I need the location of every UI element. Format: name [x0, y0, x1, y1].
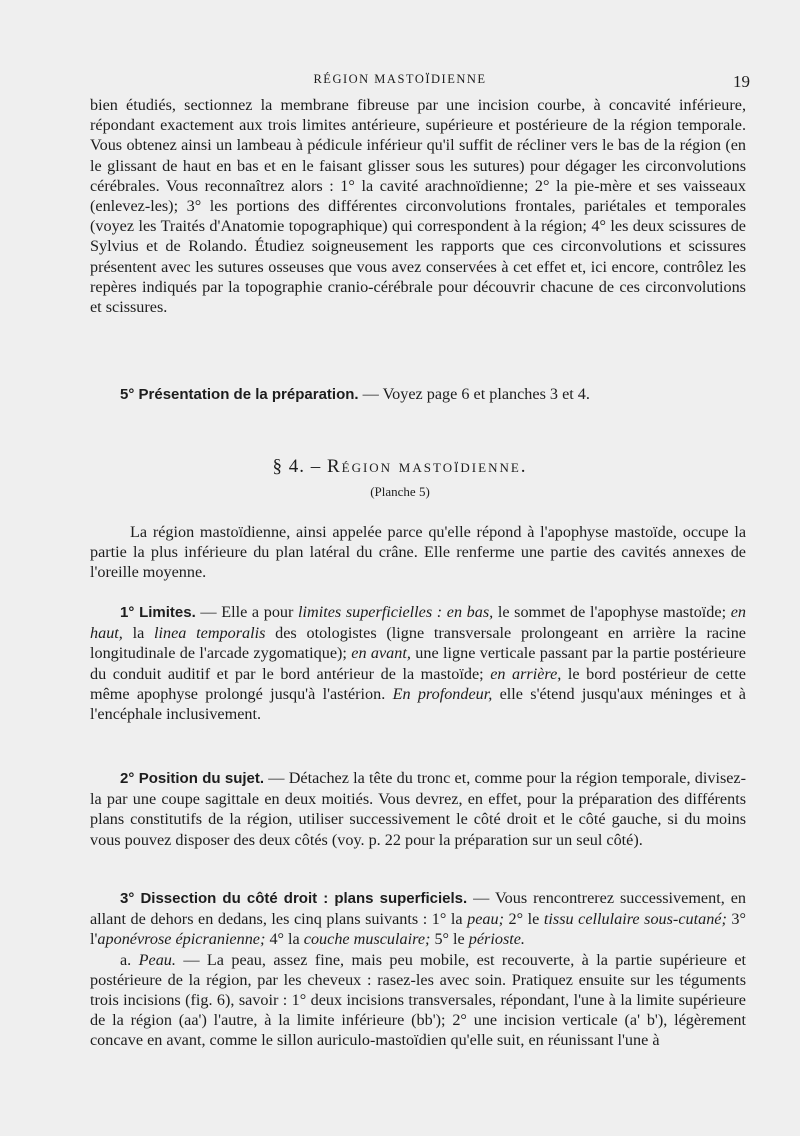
limites-italic-4: en avant, [351, 644, 411, 663]
top-paragraph-block [90, 95, 746, 317]
section-plate: (Planche 5) [370, 484, 430, 499]
peau-label: a. [120, 950, 139, 969]
dissection-italic-2: tissu cellulaire sous-cutané; [543, 910, 727, 929]
limites-block [90, 602, 746, 724]
limites-heading: 1° Limites. [120, 604, 196, 621]
limites-text-3: la [122, 624, 155, 643]
limites-italic-3: linea temporalis [154, 624, 266, 643]
dissection-italic-4: couche musculaire; [303, 930, 431, 949]
presentation-heading: 5° Présentation de la préparation. [120, 386, 359, 403]
section-title [0, 456, 800, 478]
dissection-text-2: 2° le [504, 910, 544, 929]
dissection-block [90, 888, 746, 1051]
dissection-text-3: 3° l' [90, 910, 746, 949]
peau-text: — La peau, assez fine, mais peu mobile, est recouverte, à la partie supérieure et postérieure de la région, par les cheveux : rasez-les avec soin. Pratiquez ensuite sur les téguments trois incisions (fig. 6), savoir : 1° deux incisions transversales, répondant, l'une à la limite supérieure de la région (aa') l'autre, à la limite inférieure (bb'); 2° une incision verticale (a' b'), légèrement concave en avant, comme le sillon auriculo-mastoïdien qu'elle suit, en réunissant l'une à [90, 950, 746, 1050]
dissection-text-5: 5° le [430, 930, 469, 949]
presentation-text: — Voyez page 6 et planches 3 et 4. [358, 385, 590, 403]
limites-text-5: une ligne verticale passant par la partie postérieure du conduit auditif et par le bord antérieur de la mastoïde; [90, 644, 746, 683]
dissection-text-1: — Vous rencontrerez successivement, en allant de dehors en dedans, les cinq plans suivants : 1° la [90, 889, 747, 929]
position-paragraph [90, 768, 746, 850]
limites-text-7: elle s'étend jusqu'aux méninges et à l'encéphale inclusivement. [90, 684, 746, 724]
dissection-text-4: 4° la [265, 930, 304, 949]
limites-text-6: le bord postérieur de cette même apophyse prolongé jusqu'à l'astérion. [90, 664, 746, 703]
intro-paragraph: La région mastoïdienne, ainsi appelée parce qu'elle répond à l'apophyse mastoïde, occupe la partie la plus inférieure du plan latéral du crâne. Elle renferme une partie des cavités annexes de l'oreille moyenne. [90, 523, 746, 582]
dissection-italic-1: peau; [467, 910, 504, 929]
position-text: — Détachez la tête du tronc et, comme pour la région temporale, divisez-la par une coupe sagittale en deux moitiés. Vous devrez, en effet, pour la préparation des différents plans constitutifs de la région, utiliser successivement le côté droit et le côté gauche, si du moins vous pouvez disposer des deux côtés (voy. p. 22 pour la préparation sur un seul côté). [90, 769, 746, 849]
section-name: Région mastoïdienne. [326, 456, 528, 477]
limites-italic-6: En profondeur, [392, 684, 493, 703]
limites-italic-2: en haut, [90, 603, 746, 643]
intro-block [90, 522, 746, 583]
peau-paragraph [90, 950, 746, 1051]
limites-italic-5: en arrière, [490, 664, 562, 683]
limites-text-4: des otologistes (ligne transversale prolongeant en arrière la racine longitudinale de l'arcade zygomatique); [90, 624, 746, 663]
dissection-paragraph [90, 888, 746, 950]
position-block [90, 768, 746, 850]
dissection-italic-5: périoste. [468, 930, 525, 949]
limites-text-1: — Elle a pour [195, 603, 299, 621]
limites-paragraph [90, 602, 746, 724]
running-head: RÉGION MASTOÏDIENNE [313, 72, 487, 86]
section-number: § 4. – [272, 456, 322, 477]
position-heading: 2° Position du sujet. [120, 770, 265, 787]
limites-italic-1: limites superficielles : en bas, [298, 603, 494, 621]
peau-heading: Peau. [138, 950, 176, 969]
limites-text-2: le sommet de l'apophyse mastoïde; [493, 603, 731, 621]
dissection-italic-3: aponévrose épicranienne; [97, 930, 266, 949]
dissection-heading: 3° Dissection du côté droit : plans superficiels. [120, 890, 468, 907]
page-number: 19 [733, 72, 750, 91]
top-paragraph: bien étudiés, sectionnez la membrane fibreuse par une incision courbe, à concavité inférieure, répondant exactement aux trois limites antérieure, supérieure et postérieure de la région temporale. Vous obtenez ainsi un lambeau à pédicule inférieur qu'il suffit de récliner vers le bas de la région (en le glissant de haut en bas et en le faisant glisser sous les sutures) pour dégager les circonvolutions cérébrales. Vous reconnaîtrez alors : 1° la cavité arachnoïdienne; 2° la pie-mère et ses vaisseaux (enlevez-les); 3° les portions des différentes circonvolutions frontales, pariétales et temporales (voyez les Traités d'Anatomie topographique) qui correspondent à la région; 4° les deux scissures de Sylvius et de Rolando. Étudiez soigneusement les rapports que ces circonvolutions et scissures présentent avec les sutures osseuses que vous avez conservées à cet effet et, ici encore, contrôlez les repères indiqués par la topographie cranio-cérébrale pour découvrir chacune de ces circonvolutions et scissures. [90, 96, 746, 317]
presentation-paragraph [90, 384, 746, 405]
